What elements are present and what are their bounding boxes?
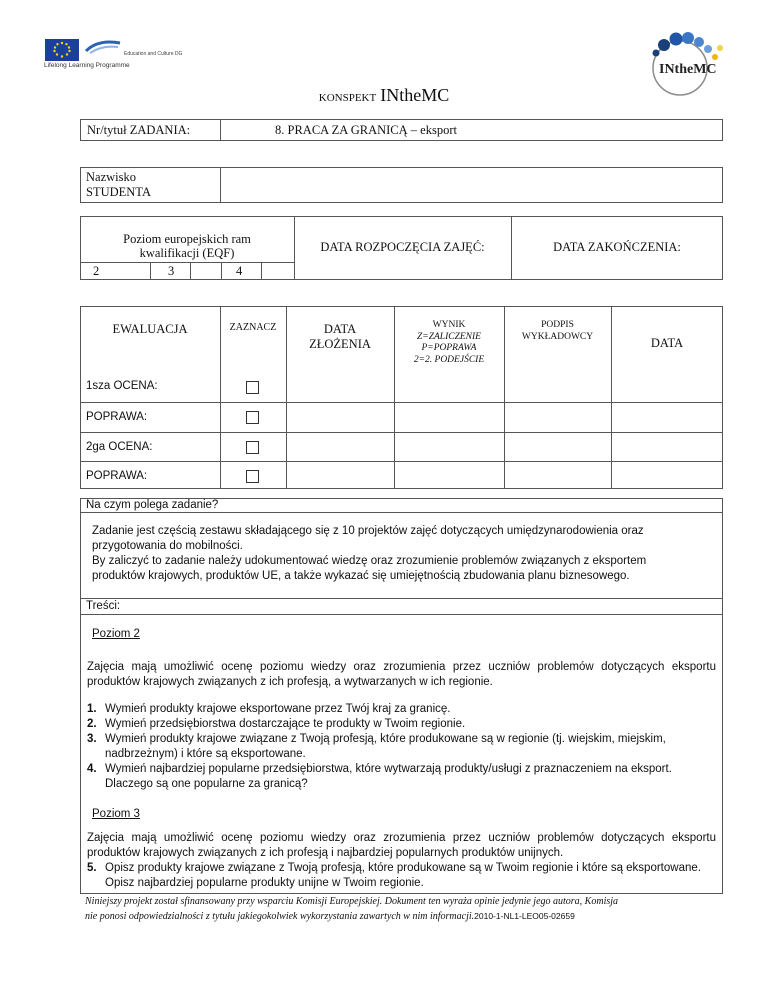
eval-row-label: 1sza OCENA:: [86, 380, 158, 392]
task-number: 4.: [87, 763, 97, 775]
task-number: 3.: [87, 733, 97, 745]
footer-disclaimer: [85, 895, 735, 924]
logo-text: INtheMC: [659, 62, 717, 77]
level2-intro: Zajęcia mają umożliwić ocenę poziomu wiedzy oraz zrozumienia przez uczniów problemów dotyczących eksportu produktów krajowych związanych z ich profesją, a wytwarzanych w ich regionie.: [87, 661, 716, 688]
task-description: [92, 524, 646, 584]
task-title: 8. PRACA ZA GRANICĄ – eksport: [275, 123, 457, 137]
task-text: Wymień produkty krajowe związane z Twoją profesją, które produkowane są w regionie (tj. wiejskim, miejskim, nadbrzeżnym) i które są eksportowane.: [105, 733, 666, 760]
student-name-field[interactable]: [222, 169, 720, 201]
description-line: przygotowania do mobilności.: [92, 540, 243, 552]
signature-line2: WYKŁADOWCY: [521, 331, 594, 342]
footer-line1: Niniejszy projekt został sfinansowany przy wsparciu Komisji Europejskiej. Dokument ten wyraża opinie jedynie jego autora, Komisja: [85, 896, 619, 907]
submit-date-header: [286, 322, 394, 352]
description-line: produktów krajowych, produktów UE, a także wykazać się umiejętnością zbudowania planu biznesowego.: [92, 570, 630, 582]
result-line2: Z=ZALICZENIE: [417, 331, 481, 342]
result-line3: P=POPRAWA: [421, 343, 477, 353]
eqf-level-3[interactable]: 3: [168, 264, 175, 278]
task-number: 5.: [87, 862, 97, 874]
signature-header: [504, 320, 611, 343]
task-number: 2.: [87, 718, 97, 730]
eqf-level-4[interactable]: 4: [236, 264, 243, 278]
description-line: By zaliczyć to zadanie należy udokumentować wiedzę oraz zrozumienie problemów związanych z eksportem: [92, 555, 647, 567]
question-label: Na czym polega zadanie?: [86, 499, 219, 511]
submit-date-line1: DATA: [323, 322, 357, 336]
eval-header: EWALUACJA: [112, 322, 188, 336]
eval-checkbox[interactable]: [246, 470, 259, 483]
result-line1: WYNIK: [432, 320, 466, 330]
eval-checkbox[interactable]: [246, 441, 259, 454]
list-item: [87, 732, 717, 762]
end-date-label: DATA ZAKOŃCZENIA:: [553, 240, 681, 254]
eval-row-label: POPRAWA:: [86, 411, 148, 423]
llp-swoosh-icon: [84, 37, 122, 57]
mark-header: ZAZNACZ: [229, 322, 277, 333]
start-date-label: DATA ROZPOCZĘCIA ZAJĘĆ:: [320, 240, 485, 254]
eqf-level-2[interactable]: 2: [93, 264, 100, 278]
level3-intro: Zajęcia mają umożliwić ocenę poziomu wiedzy oraz zrozumienia przez uczniów problemów dotyczących eksportu produktów krajowych związanych z ich profesją i najbardziej popularnych produktów unijnych.: [87, 832, 716, 859]
eqf-title-line2: kwalifikacji (EQF): [139, 246, 235, 260]
list-item: [87, 717, 717, 732]
task-text: Wymień produkty krajowe eksportowane przez Twój kraj za granicę.: [105, 703, 451, 715]
result-line4: 2=2. PODEJŚCIE: [413, 354, 485, 365]
tresci-label: Treści:: [86, 600, 121, 612]
level2-heading: Poziom 2: [92, 628, 140, 640]
llp-label: Lifelong Learning Programme: [44, 62, 130, 69]
title-prefix: KONSPEKT: [318, 92, 377, 104]
title-main: INtheMC: [380, 85, 450, 105]
list-item: [87, 762, 717, 792]
task-text: Wymień przedsiębiorstwa dostarczające te produkty w Twoim regionie.: [105, 718, 466, 730]
result-header: [394, 320, 504, 366]
student-label: [86, 170, 151, 200]
list-item: [87, 861, 717, 891]
signature-line1: PODPIS: [541, 320, 574, 330]
eu-logo: [45, 39, 79, 61]
page-title: [0, 85, 768, 106]
eval-row-label: 2ga OCENA:: [86, 441, 153, 453]
task-number: 1.: [87, 703, 97, 715]
eval-row-label: POPRAWA:: [86, 470, 148, 482]
eqf-title-line1: Poziom europejskich ram: [123, 232, 251, 246]
description-line: Zadanie jest częścią zestawu składającego się z 10 projektów zajęć dotyczących umiędzynarodowienia oraz: [92, 525, 644, 537]
project-code: 2010-1-NL1-LEO05-02659: [474, 911, 575, 921]
level3-task-list: [87, 861, 717, 891]
level3-task: [87, 861, 717, 891]
student-label-line1: Nazwisko: [86, 170, 136, 184]
student-label-line2: STUDENTA: [86, 185, 151, 199]
task-label: Nr/tytuł ZADANIA:: [87, 123, 191, 137]
eu-dg-label: Education and Culture DG: [124, 51, 183, 57]
date-header: DATA: [650, 336, 684, 350]
task-text: Wymień najbardziej popularne przedsiębiorstwa, które wytwarzają produkty/usługi z praznaczeniem na eksport. Dlaczego są one popularne za granicą?: [105, 763, 672, 790]
list-item: [87, 702, 717, 717]
task-text: Opisz produkty krajowe związane z Twoją profesją, które produkowane są w Twoim regionie i które są eksportowane. Opisz najbardziej popularne produkty unijne w Twoim regionie.: [105, 862, 701, 889]
eval-checkbox[interactable]: [246, 411, 259, 424]
eu-stars-icon: [45, 39, 79, 61]
level2-task-list: [87, 702, 717, 792]
level3-heading: Poziom 3: [92, 808, 140, 820]
submit-date-line2: ZŁOŻENIA: [309, 337, 371, 351]
eqf-title: [80, 232, 294, 260]
eval-checkbox[interactable]: [246, 381, 259, 394]
footer-line2: nie ponosi odpowiedzialności z tytułu jakiegokolwiek wykorzystania zawartych w nim informacji.: [85, 911, 475, 922]
